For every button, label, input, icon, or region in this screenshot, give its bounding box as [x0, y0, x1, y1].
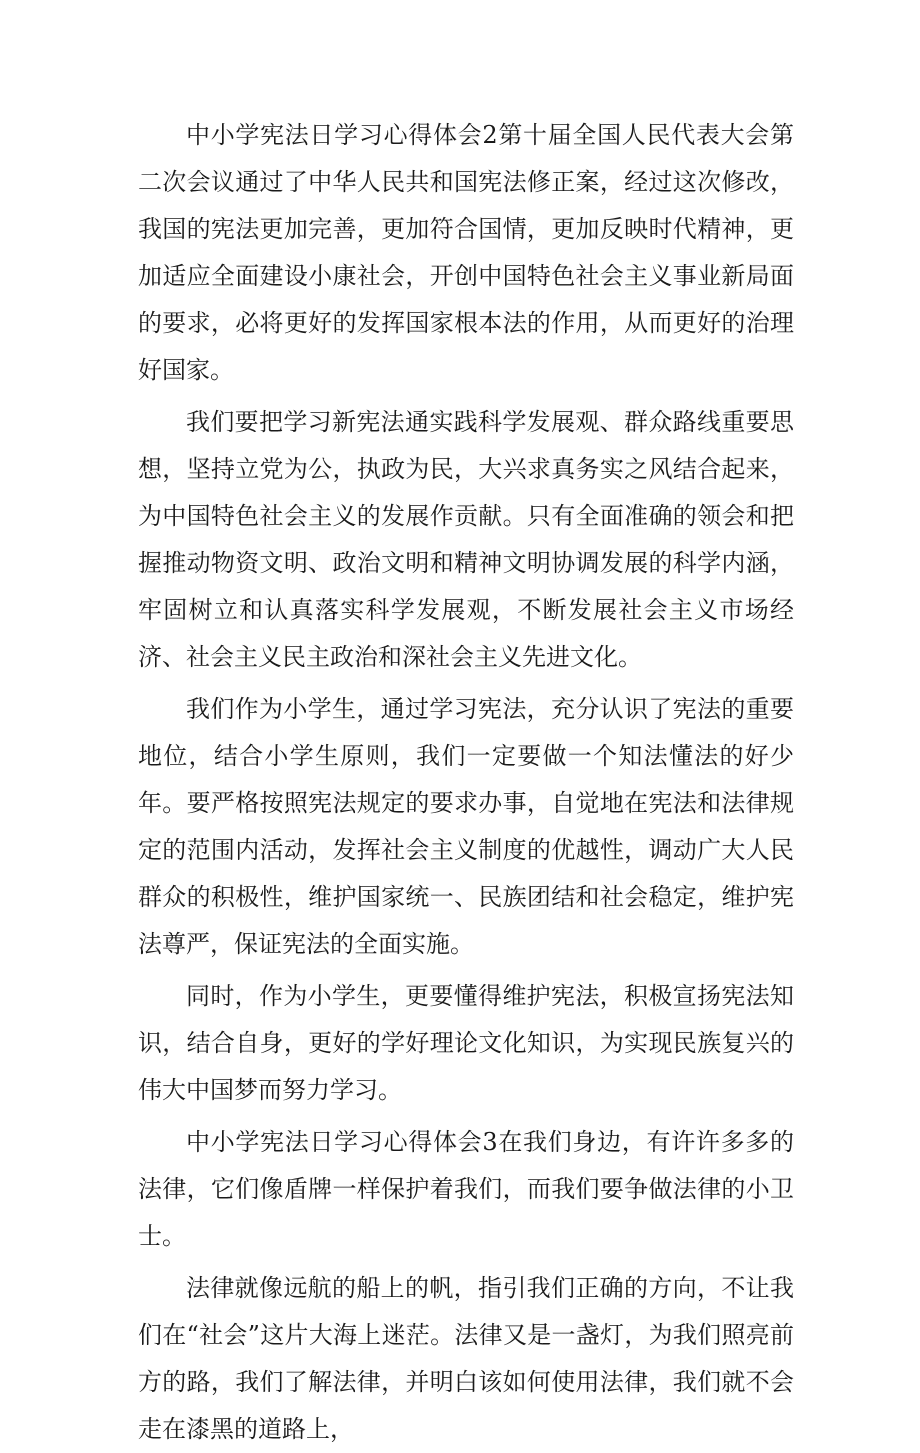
paragraph: 我们作为小学生，通过学习宪法，充分认识了宪法的重要地位，结合小学生原则，我们一定要做一个知法懂法的好少年。要严格按照宪法规定的要求办事，自觉地在宪法和法律规定的范围内活动，发挥社会主义制度的优越性，调动广大人民群众的积极性，维护国家统一、民族团结和社会稳定，维护宪法尊严，保证宪法的全面实施。 [138, 695, 794, 958]
paragraph: 中小学宪法日学习心得体会2第十届全国人民代表大会第二次会议通过了中华人民共和国宪法修正案，经过这次修改，我国的宪法更加完善，更加符合国情，更加反映时代精神，更加适应全面建设小康社会，开创中国特色社会主义事业新局面的要求，必将更好的发挥国家根本法的作用，从而更好的治理好国家。 [138, 121, 794, 384]
paragraph: 法律就像远航的船上的帆，指引我们正确的方向，不让我们在“社会”这片大海上迷茫。法律又是一盏灯，为我们照亮前方的路，我们了解法律，并明白该如何使用法律，我们就不会走在漆黑的道路上， [138, 1274, 794, 1443]
document-body [138, 112, 794, 1453]
paragraph: 同时，作为小学生，更要懂得维护宪法，积极宣扬宪法知识，结合自身，更好的学好理论文化知识，为实现民族复兴的伟大中国梦而努力学习。 [138, 982, 794, 1104]
paragraph: 我们要把学习新宪法通实践科学发展观、群众路线重要思想，坚持立党为公，执政为民，大兴求真务实之风结合起来，为中国特色社会主义的发展作贡献。只有全面准确的领会和把握推动物资文明、政治文明和精神文明协调发展的科学内涵，牢固树立和认真落实科学发展观，不断发展社会主义市场经济、社会主义民主政治和深社会主义先进文化。 [138, 408, 794, 671]
paragraph: 中小学宪法日学习心得体会3在我们身边，有许许多多的法律，它们像盾牌一样保护着我们，而我们要争做法律的小卫士。 [138, 1128, 794, 1250]
